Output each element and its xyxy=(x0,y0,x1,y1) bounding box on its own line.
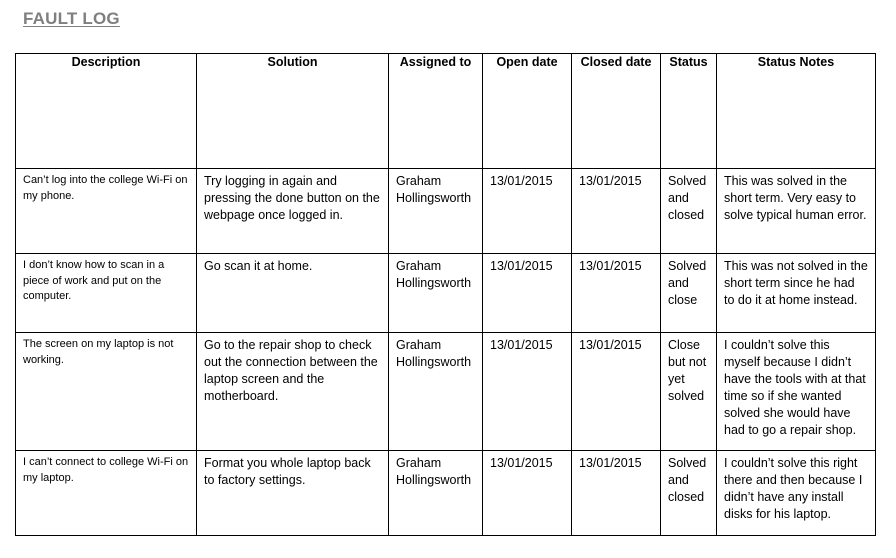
solution-cell: Format you whole laptop back to factory settings. xyxy=(197,451,389,536)
description-cell: I can’t connect to college Wi-Fi on my laptop. xyxy=(16,451,197,536)
closed-date-cell: 13/01/2015 xyxy=(572,254,661,333)
column-header-open-date: Open date xyxy=(483,54,572,169)
status-cell: Solved and closed xyxy=(661,169,717,254)
column-header-status-notes: Status Notes xyxy=(717,54,876,169)
open-date-cell: 13/01/2015 xyxy=(483,169,572,254)
status-cell: Solved and closed xyxy=(661,451,717,536)
table-row xyxy=(16,333,876,451)
closed-date-cell: 13/01/2015 xyxy=(572,169,661,254)
status-cell: Solved and close xyxy=(661,254,717,333)
solution-cell: Go scan it at home. xyxy=(197,254,389,333)
description-cell: I don’t know how to scan in a piece of work and put on the computer. xyxy=(16,254,197,333)
description-cell: The screen on my laptop is not working. xyxy=(16,333,197,451)
table-row xyxy=(16,254,876,333)
status-notes-cell: I couldn’t solve this myself because I didn’t have the tools with at that time so if she wanted solved she would have had to go a repair shop. xyxy=(717,333,876,451)
assigned-to-cell: Graham Hollingsworth xyxy=(389,254,483,333)
solution-cell: Go to the repair shop to check out the connection between the laptop screen and the motherboard. xyxy=(197,333,389,451)
page-title: FAULT LOG xyxy=(23,9,120,28)
status-notes-cell: This was solved in the short term. Very easy to solve typical human error. xyxy=(717,169,876,254)
fault-log-table xyxy=(15,53,876,536)
closed-date-cell: 13/01/2015 xyxy=(572,451,661,536)
assigned-to-cell: Graham Hollingsworth xyxy=(389,333,483,451)
open-date-cell: 13/01/2015 xyxy=(483,254,572,333)
column-header-assigned-to: Assigned to xyxy=(389,54,483,169)
header-row xyxy=(16,54,876,169)
table-row xyxy=(16,451,876,536)
assigned-to-cell: Graham Hollingsworth xyxy=(389,169,483,254)
open-date-cell: 13/01/2015 xyxy=(483,333,572,451)
column-header-closed-date: Closed date xyxy=(572,54,661,169)
column-header-status: Status xyxy=(661,54,717,169)
status-notes-cell: This was not solved in the short term since he had to do it at home instead. xyxy=(717,254,876,333)
open-date-cell: 13/01/2015 xyxy=(483,451,572,536)
table-row xyxy=(16,169,876,254)
description-cell: Can’t log into the college Wi-Fi on my phone. xyxy=(16,169,197,254)
closed-date-cell: 13/01/2015 xyxy=(572,333,661,451)
status-cell: Close but not yet solved xyxy=(661,333,717,451)
assigned-to-cell: Graham Hollingsworth xyxy=(389,451,483,536)
column-header-description: Description xyxy=(16,54,197,169)
solution-cell: Try logging in again and pressing the done button on the webpage once logged in. xyxy=(197,169,389,254)
column-header-solution: Solution xyxy=(197,54,389,169)
status-notes-cell: I couldn’t solve this right there and then because I didn’t have any install disks for his laptop. xyxy=(717,451,876,536)
